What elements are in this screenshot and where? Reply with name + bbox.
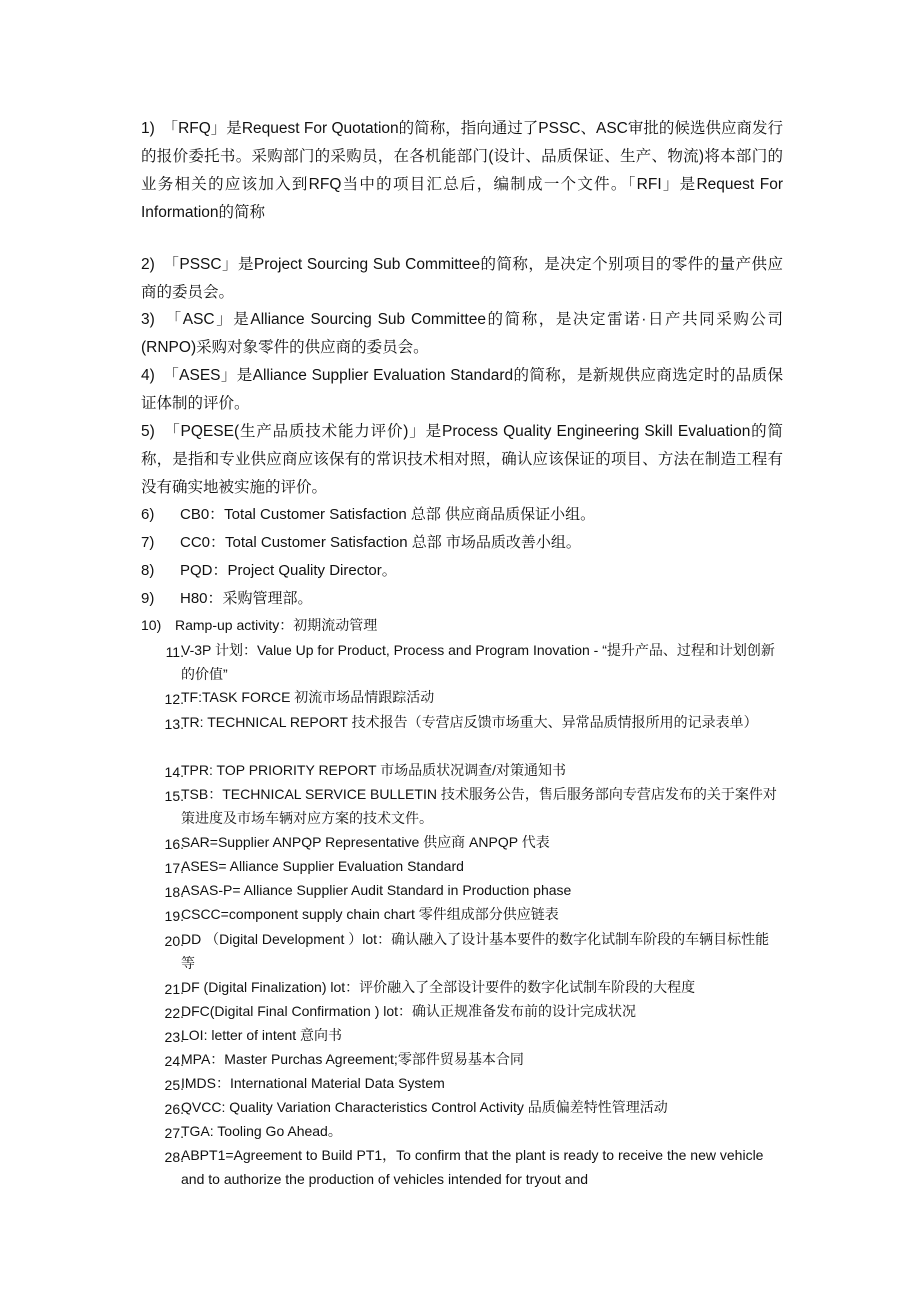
list-item	[141, 1095, 783, 1119]
definition-pqd	[141, 557, 783, 585]
list-item	[141, 638, 783, 686]
item-text: Ramp-up activity：初期流动管理	[175, 617, 378, 633]
paragraph-text: 3) 「ASC」是Alliance Sourcing Sub Committee的简称，是决定雷诺·日产共同采购公司(RNPO)采购对象零件的供应商的委员会。	[141, 311, 783, 356]
item-number: 6)	[141, 506, 155, 523]
paragraph-text: 2) 「PSSC」是Project Sourcing Sub Committee的简称，是决定个别项目的零件的量产供应商的委员会。	[141, 256, 783, 301]
item-number: 28.	[164, 1149, 184, 1165]
item-number: 14.	[164, 764, 184, 780]
item-number: 21.	[164, 981, 184, 997]
item-text: DF (Digital Finalization) lot：评价融入了全部设计要件的数字化试制车阶段的大程度	[181, 979, 696, 995]
definition-ases	[141, 362, 783, 418]
list-item	[141, 902, 783, 926]
item-number: 11.	[165, 644, 184, 660]
item-number: 8)	[141, 562, 155, 579]
definition-pssc	[141, 251, 783, 307]
list-item	[141, 1143, 783, 1191]
item-text: DFC(Digital Final Confirmation ) lot：确认正规准备发布前的设计完成状况	[181, 1003, 637, 1019]
item-text: ASAS-P= Alliance Supplier Audit Standard in Production phase	[181, 882, 572, 898]
list-item	[141, 975, 783, 999]
list-item	[141, 999, 783, 1023]
item-text: ASES= Alliance Supplier Evaluation Standard	[181, 858, 464, 874]
item-number: 20.	[164, 933, 184, 949]
item-text: LOI: letter of intent 意向书	[181, 1027, 343, 1043]
item-text: TR: TECHNICAL REPORT 技术报告（专营店反馈市场重大、异常品质情报所用的记录表单）	[181, 714, 758, 730]
item-number: 16.	[164, 836, 184, 852]
list-item	[141, 1023, 783, 1047]
paragraph-text: 1) 「RFQ」是Request For Quotation的简称，指向通过了PSSC、ASC审批的候选供应商发行的报价委托书。采购部门的采购员，在各机能部门(设计、品质保证、生产、物流)将本部门的业务相关的应该加入到RFQ当中的项目汇总后，编制成一个文件。「RFI」是Request For Information的简称	[141, 120, 783, 221]
definition-pqese	[141, 418, 783, 502]
item-number: 27.	[164, 1125, 184, 1141]
item-text: PQD：Project Quality Director。	[180, 562, 397, 579]
list-item	[141, 758, 783, 782]
list-item	[141, 927, 783, 975]
list-item	[141, 830, 783, 854]
item-number: 19.	[164, 908, 184, 924]
definition-cb0	[141, 501, 783, 529]
definition-ramp-up	[141, 611, 783, 639]
list-item	[141, 685, 783, 709]
item-number: 18.	[164, 884, 184, 900]
list-item	[141, 854, 783, 878]
item-text: DD （Digital Development ）lot：确认融入了设计基本要件的数字化试制车阶段的车辆目标性能等	[181, 931, 770, 971]
definition-cc0	[141, 529, 783, 557]
item-text: ABPT1=Agreement to Build PT1，To confirm that the plant is ready to receive the new vehicle and to authorize the production of vehicles intended for tryout and	[181, 1147, 764, 1187]
definition-rfq	[141, 115, 783, 227]
list-item	[141, 1071, 783, 1095]
list-item	[141, 1119, 783, 1143]
list-item	[141, 782, 783, 830]
list-item	[141, 710, 783, 734]
item-text: CB0：Total Customer Satisfaction 总部 供应商品质保证小组。	[180, 506, 596, 523]
item-text: H80：采购管理部。	[180, 590, 313, 607]
item-text: QVCC: Quality Variation Characteristics Control Activity 品质偏差特性管理活动	[181, 1099, 668, 1115]
item-number: 7)	[141, 534, 155, 551]
item-number: 25.	[164, 1077, 184, 1093]
item-text: MPA：Master Purchas Agreement;零部件贸易基本合同	[181, 1051, 524, 1067]
item-text: TPR: TOP PRIORITY REPORT 市场品质状况调查/对策通知书	[181, 762, 567, 778]
item-text: IMDS：International Material Data System	[181, 1075, 445, 1091]
item-number: 12.	[164, 691, 184, 707]
item-number: 10)	[141, 617, 162, 633]
item-number: 23.	[164, 1029, 184, 1045]
item-number: 15.	[164, 788, 184, 804]
definition-h80	[141, 585, 783, 613]
paragraph-text: 5) 「PQESE(生产品质技术能力评价)」是Process Quality Engineering Skill Evaluation的简称，是指和专业供应商应该保有的常识技术相对照，确认应该保证的项目、方法在制造工程有没有确实地被实施的评价。	[141, 423, 783, 496]
item-text: CC0：Total Customer Satisfaction 总部 市场品质改善小组。	[180, 534, 581, 551]
item-text: SAR=Supplier ANPQP Representative 供应商 ANPQP 代表	[181, 834, 550, 850]
item-number: 17.	[164, 860, 184, 876]
item-number: 13.	[164, 716, 184, 732]
item-text: TF:TASK FORCE 初流市场品情跟踪活动	[181, 689, 435, 705]
definition-asc	[141, 306, 783, 362]
list-item	[141, 878, 783, 902]
item-text: TSB：TECHNICAL SERVICE BULLETIN 技术服务公告，售后服务部向专营店发布的关于案件对策进度及市场车辆对应方案的技术文件。	[181, 786, 777, 826]
item-number: 9)	[141, 590, 155, 607]
list-item	[141, 1047, 783, 1071]
item-text: TGA: Tooling Go Ahead。	[181, 1123, 342, 1139]
item-number: 26.	[164, 1101, 184, 1117]
item-text: CSCC=component supply chain chart 零件组成部分供应链表	[181, 906, 559, 922]
item-number: 24.	[164, 1053, 184, 1069]
item-text: V-3P 计划：Value Up for Product, Process and Program Inovation - “提升产品、过程和计划创新的价值”	[181, 642, 775, 682]
paragraph-text: 4) 「ASES」是Alliance Supplier Evaluation Standard的简称，是新规供应商选定时的品质保证体制的评价。	[141, 367, 783, 412]
item-number: 22.	[164, 1005, 184, 1021]
